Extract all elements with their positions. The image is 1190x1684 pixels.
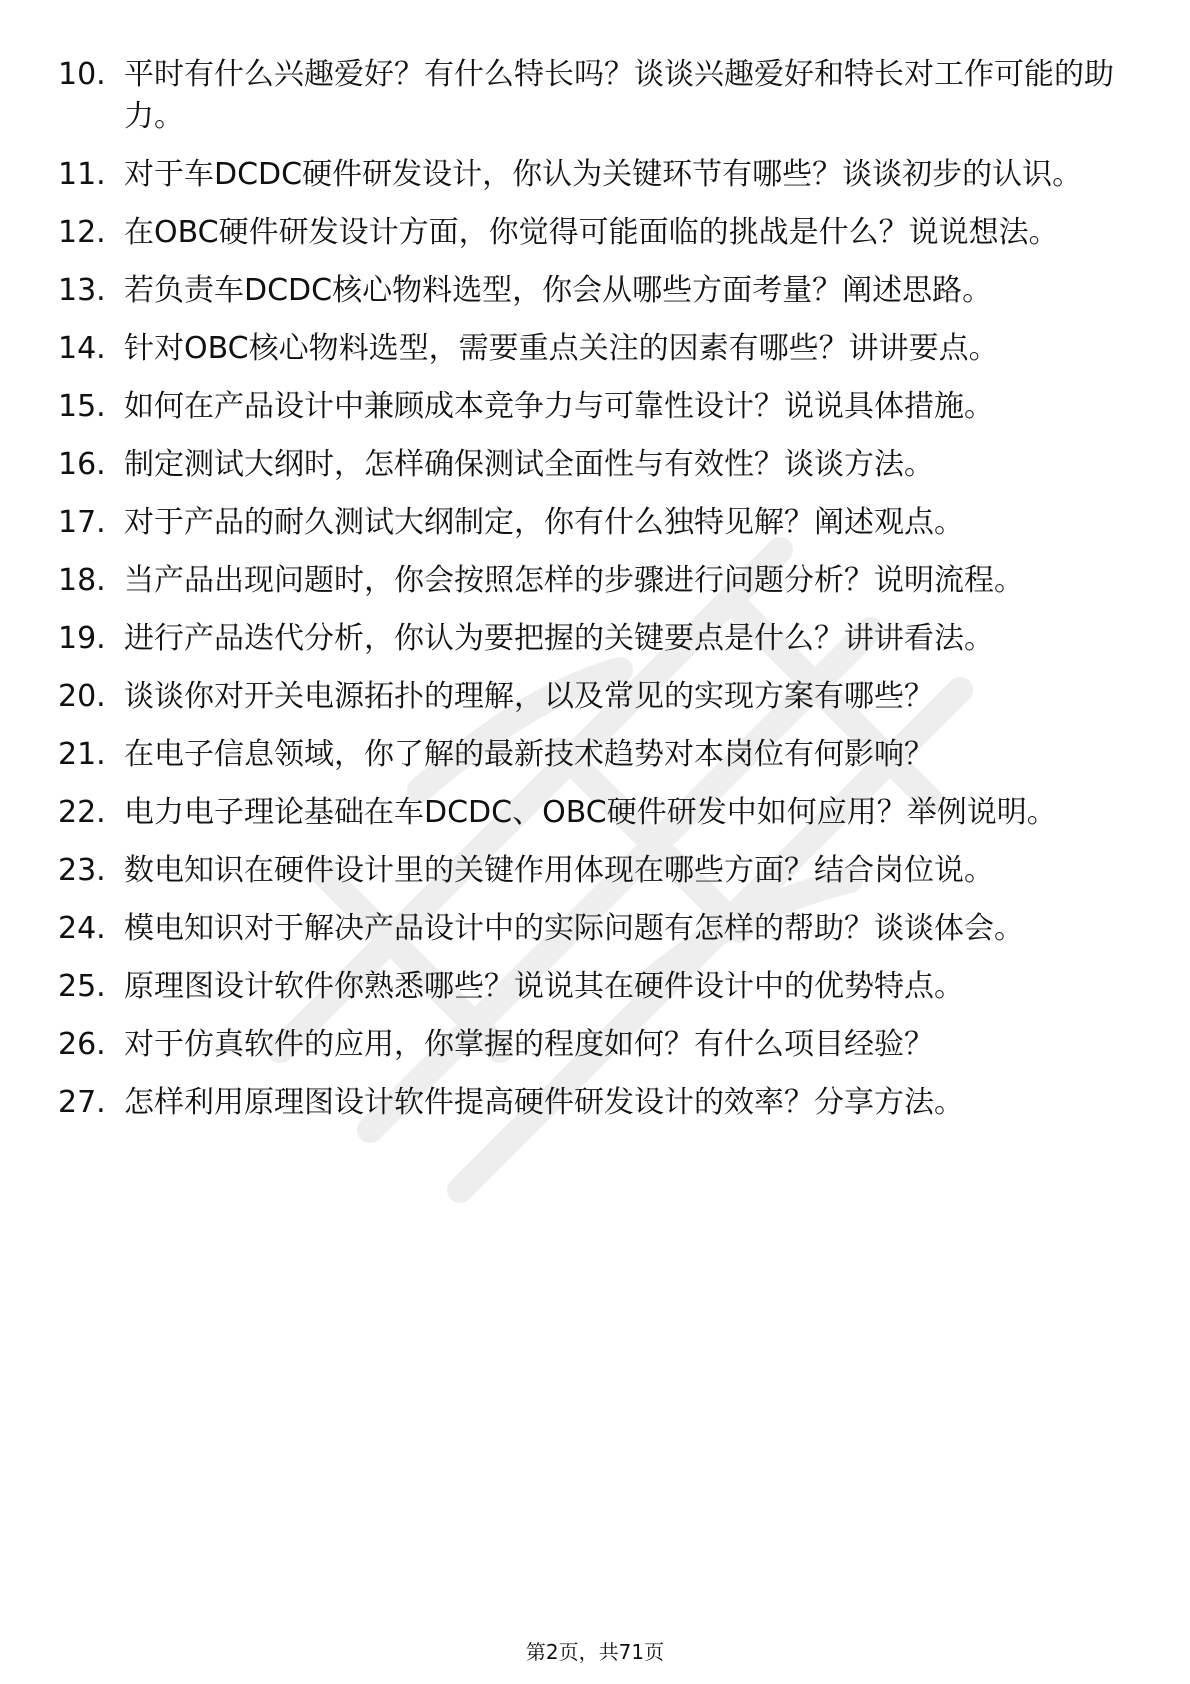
question-text: 在OBC硬件研发设计方面，你觉得可能面临的挑战是什么？说说想法。 — [124, 215, 1059, 250]
question-text: 在电子信息领域，你了解的最新技术趋势对本岗位有何影响？ — [124, 737, 934, 772]
question-number: 13. — [58, 273, 106, 308]
question-text: 针对OBC核心物料选型，需要重点关注的因素有哪些？讲讲要点。 — [124, 331, 999, 366]
list-item — [58, 966, 1118, 1008]
question-text: 模电知识对于解决产品设计中的实际问题有怎样的帮助？谈谈体会。 — [124, 911, 1024, 946]
list-item — [58, 560, 1118, 602]
list-item — [58, 734, 1118, 776]
question-text: 进行产品迭代分析，你认为要把握的关键要点是什么？讲讲看法。 — [124, 621, 994, 656]
list-item — [58, 618, 1118, 660]
question-text: 怎样利用原理图设计软件提高硬件研发设计的效率？分享方法。 — [124, 1085, 964, 1120]
question-number: 15. — [58, 389, 106, 424]
list-item — [58, 386, 1118, 428]
page-number: 第2页，共71页 — [525, 1640, 665, 1664]
list-item — [58, 154, 1118, 196]
list-item — [58, 328, 1118, 370]
question-number: 14. — [58, 331, 106, 366]
list-item — [58, 270, 1118, 312]
question-number: 27. — [58, 1085, 106, 1120]
question-number: 19. — [58, 621, 106, 656]
list-item — [58, 792, 1118, 834]
question-text: 谈谈你对开关电源拓扑的理解，以及常见的实现方案有哪些？ — [124, 679, 934, 714]
question-number: 24. — [58, 911, 106, 946]
question-number: 26. — [58, 1027, 106, 1062]
list-item — [58, 908, 1118, 950]
list-item — [58, 54, 1118, 138]
list-item — [58, 1082, 1118, 1124]
question-number: 17. — [58, 505, 106, 540]
question-text: 电力电子理论基础在车DCDC、OBC硬件研发中如何应用？举例说明。 — [124, 795, 1057, 830]
question-number: 12. — [58, 215, 106, 250]
question-text: 若负责车DCDC核心物料选型，你会从哪些方面考量？阐述思路。 — [124, 273, 993, 308]
question-text: 平时有什么兴趣爱好？有什么特长吗？谈谈兴趣爱好和特长对工作可能的助力。 — [124, 57, 1114, 134]
question-text: 对于仿真软件的应用，你掌握的程度如何？有什么项目经验？ — [124, 1027, 934, 1062]
list-item — [58, 502, 1118, 544]
question-number: 22. — [58, 795, 106, 830]
list-item — [58, 850, 1118, 892]
question-number: 23. — [58, 853, 106, 888]
question-text: 原理图设计软件你熟悉哪些？说说其在硬件设计中的优势特点。 — [124, 969, 964, 1004]
question-number: 16. — [58, 447, 106, 482]
list-item — [58, 444, 1118, 486]
list-item — [58, 212, 1118, 254]
list-item — [58, 676, 1118, 718]
question-text: 对于产品的耐久测试大纲制定，你有什么独特见解？阐述观点。 — [124, 505, 964, 540]
question-text: 当产品出现问题时，你会按照怎样的步骤进行问题分析？说明流程。 — [124, 563, 1024, 598]
question-number: 20. — [58, 679, 106, 714]
question-text: 数电知识在硬件设计里的关键作用体现在哪些方面？结合岗位说。 — [124, 853, 994, 888]
question-number: 10. — [58, 57, 106, 92]
question-text: 如何在产品设计中兼顾成本竞争力与可靠性设计？说说具体措施。 — [124, 389, 994, 424]
question-text: 对于车DCDC硬件研发设计，你认为关键环节有哪些？谈谈初步的认识。 — [124, 157, 1083, 192]
question-number: 21. — [58, 737, 106, 772]
question-number: 25. — [58, 969, 106, 1004]
question-number: 11. — [58, 157, 106, 192]
question-text: 制定测试大纲时，怎样确保测试全面性与有效性？谈谈方法。 — [124, 447, 934, 482]
list-item — [58, 1024, 1118, 1066]
question-number: 18. — [58, 563, 106, 598]
question-list — [58, 54, 1118, 1140]
